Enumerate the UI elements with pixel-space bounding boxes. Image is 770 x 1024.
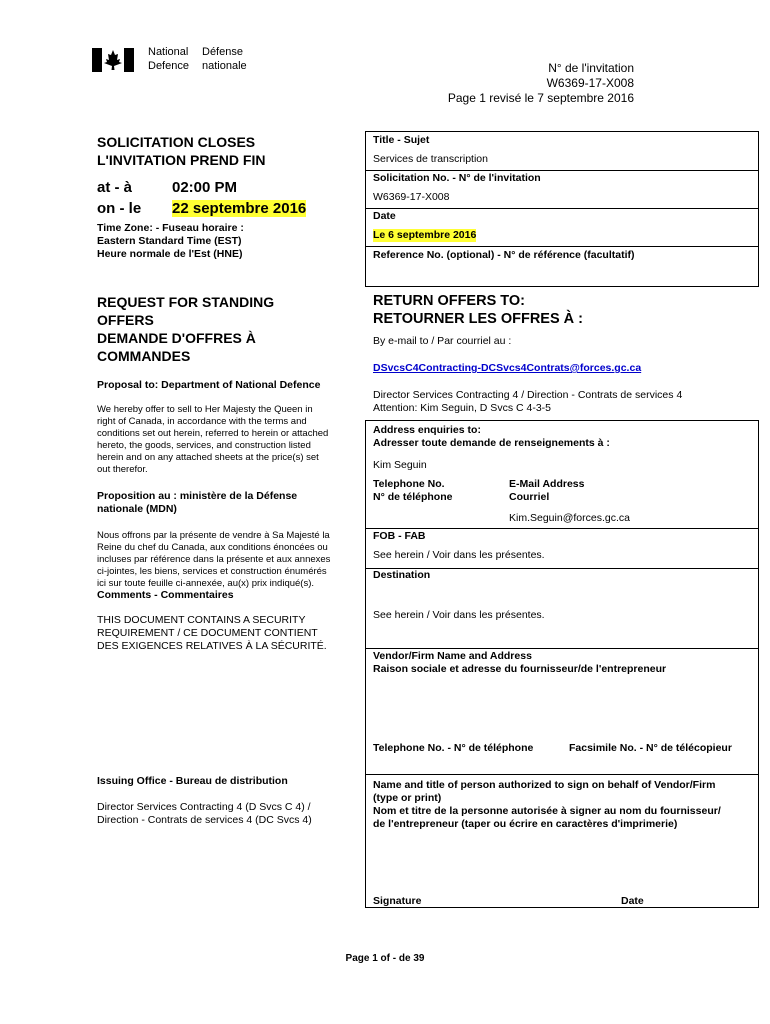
telephone-en: Telephone No. — [373, 478, 445, 490]
director-line: Attention: Kim Seguin, D Svcs C 4-3-5 — [373, 402, 551, 414]
security-note — [97, 614, 327, 653]
proposal-fr-line: Proposition au : ministère de la Défense — [97, 490, 298, 502]
proposal-fr — [97, 490, 297, 516]
proposal-fr-line: nationale (MDN) — [97, 503, 177, 515]
email-label — [509, 478, 584, 504]
rfso-line-1: REQUEST FOR STANDING — [97, 294, 275, 310]
issuing-office — [97, 801, 312, 827]
comments-label: Comments - Commentaires — [97, 589, 234, 601]
divider — [365, 528, 759, 529]
offer-en-line: herein and on any attached sheets at the price(s) set — [97, 452, 319, 463]
dept-name-fr-1: Défense — [202, 46, 243, 58]
invitation-label: N° de l'invitation — [548, 61, 634, 75]
reference-label: Reference No. (optional) - N° de référence (facultatif) — [373, 249, 635, 261]
solicitation-value: W6369-17-X008 — [373, 191, 450, 203]
return-en: RETURN OFFERS TO: — [373, 293, 525, 309]
issuing-line: Director Services Contracting 4 (D Svcs C 4) / — [97, 801, 311, 813]
divider — [365, 648, 759, 649]
page-number: Page 1 of - de 39 — [345, 953, 425, 964]
vendor-fr: Raison sociale et adresse du fournisseur/de l'entrepreneur — [373, 663, 667, 675]
auth-line: (type or print) — [373, 792, 442, 804]
proposal-en: Proposal to: Department of National Defence — [97, 379, 321, 391]
closes-en: SOLICITATION CLOSES — [97, 134, 256, 150]
authorized-person-label — [373, 779, 721, 831]
divider — [365, 774, 759, 775]
offer-text-fr — [97, 530, 330, 590]
rfso-heading — [97, 293, 274, 365]
enquiries-label — [373, 424, 610, 450]
issuing-office-label: Issuing Office - Bureau de distribution — [97, 775, 288, 787]
fob-value: See herein / Voir dans les présentes. — [373, 549, 545, 561]
vendor-label — [373, 650, 666, 676]
title-value: Services de transcription — [373, 153, 488, 165]
director-line: Director Services Contracting 4 / Direction - Contrats de services 4 — [373, 389, 683, 401]
offer-en-line: We hereby offer to sell to Her Majesty the Queen in — [97, 404, 313, 415]
destination-value: See herein / Voir dans les présentes. — [373, 609, 545, 621]
offer-en-line: right of Canada, in accordance with the terms and — [97, 416, 307, 427]
security-line: DES EXIGENCES RELATIVES À LA SÉCURITÉ. — [97, 640, 327, 652]
dept-name-fr-2: nationale — [202, 60, 247, 72]
gov-logo — [92, 46, 252, 76]
return-email-link[interactable]: DSvcsC4Contracting-DCSvcs4Contrats@forces.gc.ca — [373, 362, 642, 374]
security-line: REQUIREMENT / CE DOCUMENT CONTIENT — [97, 627, 318, 639]
rfso-line-2: OFFERS — [97, 312, 154, 328]
offer-en-line: conditions set out herein, referred to herein or attached — [97, 428, 329, 439]
contact-email: Kim.Seguin@forces.gc.ca — [509, 512, 630, 524]
rfso-line-3: DEMANDE D'OFFRES À — [97, 330, 256, 346]
closing-time — [97, 177, 306, 219]
vendor-fax-label: Facsimile No. - N° de télécopieur — [569, 742, 732, 754]
dept-name-en-2: Defence — [148, 60, 189, 72]
tz-line-2: Eastern Standard Time (EST) — [97, 235, 242, 247]
fob-label: FOB - FAB — [373, 530, 426, 542]
vendor-en: Vendor/Firm Name and Address — [373, 650, 532, 662]
canada-flag-icon — [92, 48, 134, 72]
contact-name: Kim Seguin — [373, 459, 427, 471]
offer-text-en — [97, 404, 328, 476]
offer-fr-line: incluses par référence dans la présente et aux annexes — [97, 554, 331, 565]
telephone-label — [373, 478, 452, 504]
vendor-telephone-label: Telephone No. - N° de téléphone — [373, 742, 534, 754]
director-address — [373, 389, 682, 415]
divider — [365, 170, 759, 171]
offer-fr-line: Nous offrons par la présente de vendre à Sa Majesté la — [97, 530, 330, 541]
date-value: Le 6 septembre 2016 — [373, 229, 477, 241]
return-fr: RETOURNER LES OFFRES À : — [373, 311, 583, 327]
security-line: THIS DOCUMENT CONTAINS A SECURITY — [97, 614, 306, 626]
telephone-fr: N° de téléphone — [373, 491, 453, 503]
solicitation-label: Solicitation No. - N° de l'invitation — [373, 172, 541, 184]
at-value: 02:00 PM — [172, 179, 238, 196]
offer-en-line: out therefor. — [97, 464, 148, 475]
invitation-header — [334, 61, 634, 106]
issuing-line: Direction - Contrats de services 4 (DC Svcs 4) — [97, 814, 312, 826]
closes-fr: L'INVITATION PREND FIN — [97, 152, 266, 168]
tz-line-3: Heure normale de l'Est (HNE) — [97, 248, 243, 260]
at-label: at - à — [97, 179, 133, 196]
auth-line: Nom et titre de la personne autorisée à signer au nom du fournisseur/ — [373, 805, 721, 817]
divider — [365, 246, 759, 247]
signature-label: Signature — [373, 895, 422, 907]
offer-fr-line: ici sur toute feuille ci-annexée, au(x) prix indiqué(s). — [97, 578, 315, 589]
divider — [365, 208, 759, 209]
title-label: Title - Sujet — [373, 134, 430, 146]
offer-en-line: hereto, the goods, services, and construction listed — [97, 440, 311, 451]
rfso-line-4: COMMANDES — [97, 348, 191, 364]
enquiries-en: Address enquiries to: — [373, 424, 481, 436]
time-zone — [97, 222, 244, 261]
date-label: Date — [373, 210, 396, 222]
signature-date-label: Date — [621, 895, 644, 907]
invitation-number: W6369-17-X008 — [546, 76, 634, 90]
closes-heading — [97, 133, 265, 169]
auth-line: de l'entrepreneur (taper ou écrire en caractères d'imprimerie) — [373, 818, 678, 830]
email-en: E-Mail Address — [509, 478, 585, 490]
on-label: on - le — [97, 200, 142, 217]
auth-line: Name and title of person authorized to sign on behalf of Vendor/Firm — [373, 779, 716, 791]
email-note: By e-mail to / Par courriel au : — [373, 335, 512, 347]
offer-fr-line: Reine du chef du Canada, aux conditions énoncées ou — [97, 542, 328, 553]
offer-fr-line: ci-jointes, les biens, services et construction énumérés — [97, 566, 327, 577]
email-fr: Courriel — [509, 491, 550, 503]
closing-date: 22 septembre 2016 — [172, 200, 307, 217]
destination-label: Destination — [373, 569, 431, 581]
enquiries-fr: Adresser toute demande de renseignements à : — [373, 437, 610, 449]
page-revision-note: Page 1 revisé le 7 septembre 2016 — [447, 91, 634, 105]
return-offers-heading — [373, 292, 583, 328]
dept-name-en-1: National — [148, 46, 189, 58]
tz-line-1: Time Zone: - Fuseau horaire : — [97, 222, 244, 234]
